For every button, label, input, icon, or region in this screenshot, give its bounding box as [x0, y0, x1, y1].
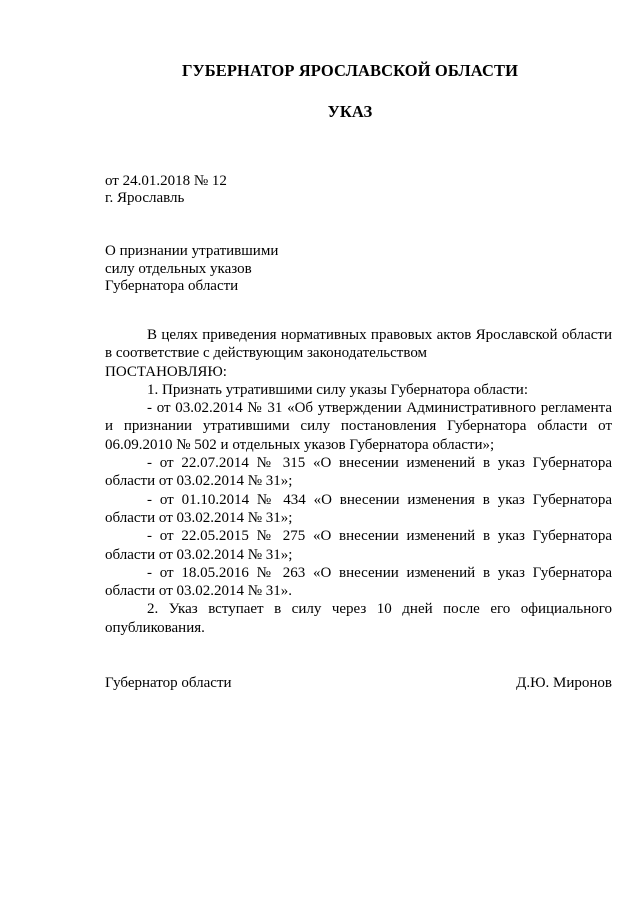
preamble: В целях приведения нормативных правовых актов Ярославской области в соответствие с действующим законодательством [105, 327, 612, 362]
subitem: - от 01.10.2014 № 434 «О внесении изменения в указ Губернатора области от 03.02.2014 № 31»; [105, 491, 612, 526]
place: г. Ярославль [105, 190, 185, 206]
item-1: 1. Признать утратившими силу указы Губернатора области: [147, 381, 529, 398]
subitem: - от 18.05.2016 № 263 «О внесении изменений в указ Губернатора области от 03.02.2014 № 31». [105, 564, 612, 600]
document-type: УКАЗ [327, 102, 373, 121]
subitem: - от 22.05.2015 № 275 «О внесении изменений в указ Губернатора области от 03.02.2014 № 31»; [105, 528, 612, 563]
document-title: ГУБЕРНАТОР ЯРОСЛАВСКОЙ ОБЛАСТИ [181, 61, 519, 80]
subject-line: О признании утратившими [105, 243, 279, 259]
signature-position: Губернатор области [105, 675, 232, 691]
decree-word: ПОСТАНОВЛЯЮ: [105, 363, 227, 380]
item-2: 2. Указ вступает в силу через 10 дней после его официального опубликования. [105, 601, 612, 636]
signature-name: Д.Ю. Миронов [516, 675, 612, 691]
date-number: от 24.01.2018 № 12 [105, 173, 227, 189]
subject-line: Губернатора области [105, 278, 239, 294]
subitem: - от 03.02.2014 № 31 «Об утверждении Административного регламента и признании утратившими силу постановления Губернатора области от 06.09.2010 № 502 и отдельных указов Губернатора области»; [105, 400, 612, 453]
subject-line: силу отдельных указов [105, 261, 252, 277]
document-body [105, 326, 612, 637]
subitem: - от 22.07.2014 № 315 «О внесении изменений в указ Губернатора области от 03.02.2014 № 31»; [105, 455, 612, 490]
